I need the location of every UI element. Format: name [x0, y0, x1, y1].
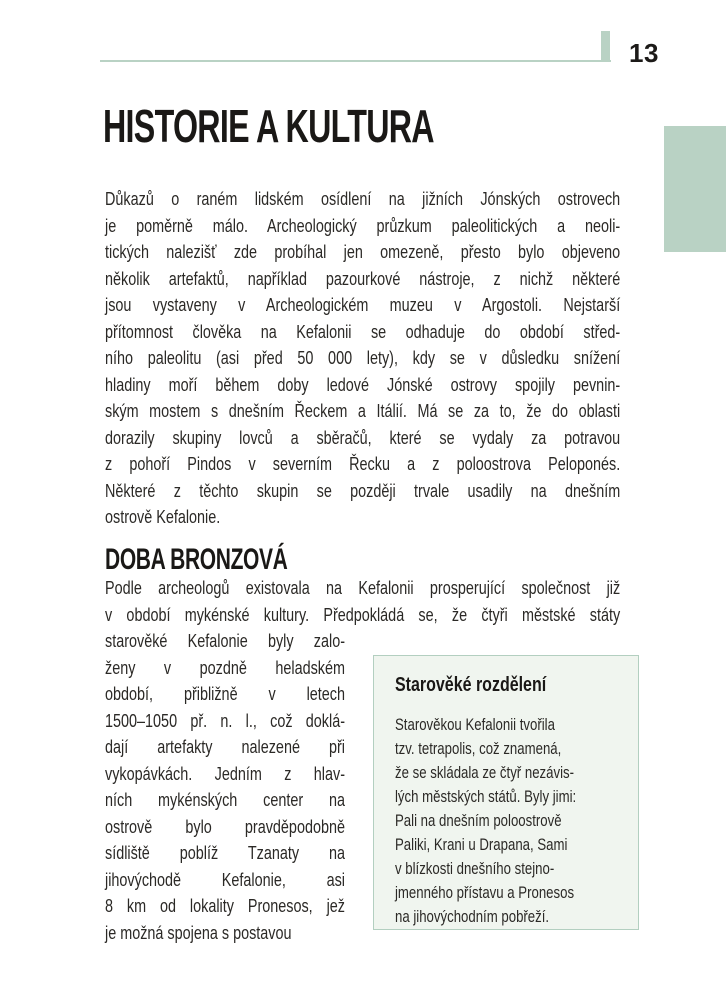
page-title: HISTORIE A KULTURA — [103, 100, 434, 152]
text-line: dají artefakty nalezené při — [105, 737, 345, 757]
text-line: dorazily skupiny lovců a sběračů, které se vydaly za potravou — [105, 427, 621, 448]
text-line: z pohoří Pindos v severním Řecku a z poloostrova Peloponés. — [105, 454, 621, 474]
text-line: lých městských států. Byly jimi: — [395, 788, 577, 806]
text-line: ního paleolitu (asi před 50 000 lety), kdy se v důsledku snížení — [105, 348, 621, 368]
page-number: 13 — [629, 38, 659, 68]
text-line: hladiny moří během doby ledové Jónské ostrovy spojily pevnin- — [105, 374, 621, 395]
text-line: na jihovýchodním pobřeží. — [395, 908, 550, 926]
text-line: Starověkou Kefalonii tvořila — [395, 716, 555, 734]
section-lead-paragraph — [105, 575, 620, 628]
text-line: tických nalezišť zde probíhal jen omezeně, přesto bylo objeveno — [105, 242, 621, 262]
text-line: starověké Kefalonie byly zalo- — [105, 631, 345, 651]
text-line: 1500–1050 př. n. l., což doklá- — [105, 710, 345, 731]
text-line: v období mykénské kultury. Předpokládá se, že čtyři městské státy — [105, 604, 621, 625]
text-line: Důkazů o raném lidském osídlení na jižních Jónských ostrovech — [105, 189, 621, 209]
text-line: je možná spojena s postavou — [105, 922, 292, 943]
header-accent-bar — [601, 31, 610, 62]
text-line: Pali na dnešním poloostrově — [395, 812, 562, 830]
text-line: vykopávkách. Jedním z hlav- — [105, 763, 345, 784]
bronze-age-section — [105, 545, 726, 946]
text-line: tzv. tetrapolis, což znamená, — [395, 740, 562, 758]
intro-paragraph — [105, 186, 620, 531]
text-line: sídliště poblíž Tzanaty na — [105, 843, 345, 863]
text-line: v blízkosti dnešního stejno- — [395, 860, 555, 878]
info-box-inner — [374, 656, 638, 929]
chapter-tab-marker — [664, 126, 726, 252]
text-line: že se skládala ze čtyř nezávis- — [395, 764, 575, 782]
section-wrapped-column — [105, 628, 345, 946]
header-rule — [100, 60, 611, 62]
text-line: ským mostem s dnešním Řeckem a Itálií. Má se za to, že do oblasti — [105, 401, 621, 421]
info-box-title: Starověké rozdělení — [395, 674, 547, 696]
text-line: jmenného přístavu a Pronesos — [395, 884, 575, 902]
text-line: několik artefaktů, například pazourkové nástroje, z nichž některé — [105, 268, 621, 289]
text-line: přítomnost člověka na Kefalonii se odhaduje do období střed- — [105, 321, 621, 342]
text-line: Podle archeologů existovala na Kefalonii prosperující společnost již — [105, 578, 621, 598]
info-box — [373, 655, 639, 930]
text-line: jihovýchodě Kefalonie, asi — [105, 869, 345, 890]
text-line: 8 km od lokality Pronesos, jež — [105, 896, 345, 916]
text-line: ženy v pozdně heladském — [105, 657, 345, 678]
text-line: Paliki, Krani u Drapana, Sami — [395, 836, 568, 854]
text-line: ních mykénských center na — [105, 790, 345, 810]
text-line: ostrově Kefalonie. — [105, 507, 221, 527]
text-line: je poměrně málo. Archeologický průzkum paleolitických a neoli- — [105, 215, 621, 236]
text-line: období, přibližně v letech — [105, 684, 345, 704]
section-heading: DOBA BRONZOVÁ — [105, 543, 288, 576]
text-line: Některé z těchto skupin se později trvale usadily na dnešním — [105, 480, 621, 501]
text-line: ostrově bylo pravděpodobně — [105, 816, 345, 837]
text-line: jsou vystaveny v Archeologickém muzeu v Argostoli. Nejstarší — [105, 295, 621, 315]
info-box-body — [395, 713, 626, 929]
